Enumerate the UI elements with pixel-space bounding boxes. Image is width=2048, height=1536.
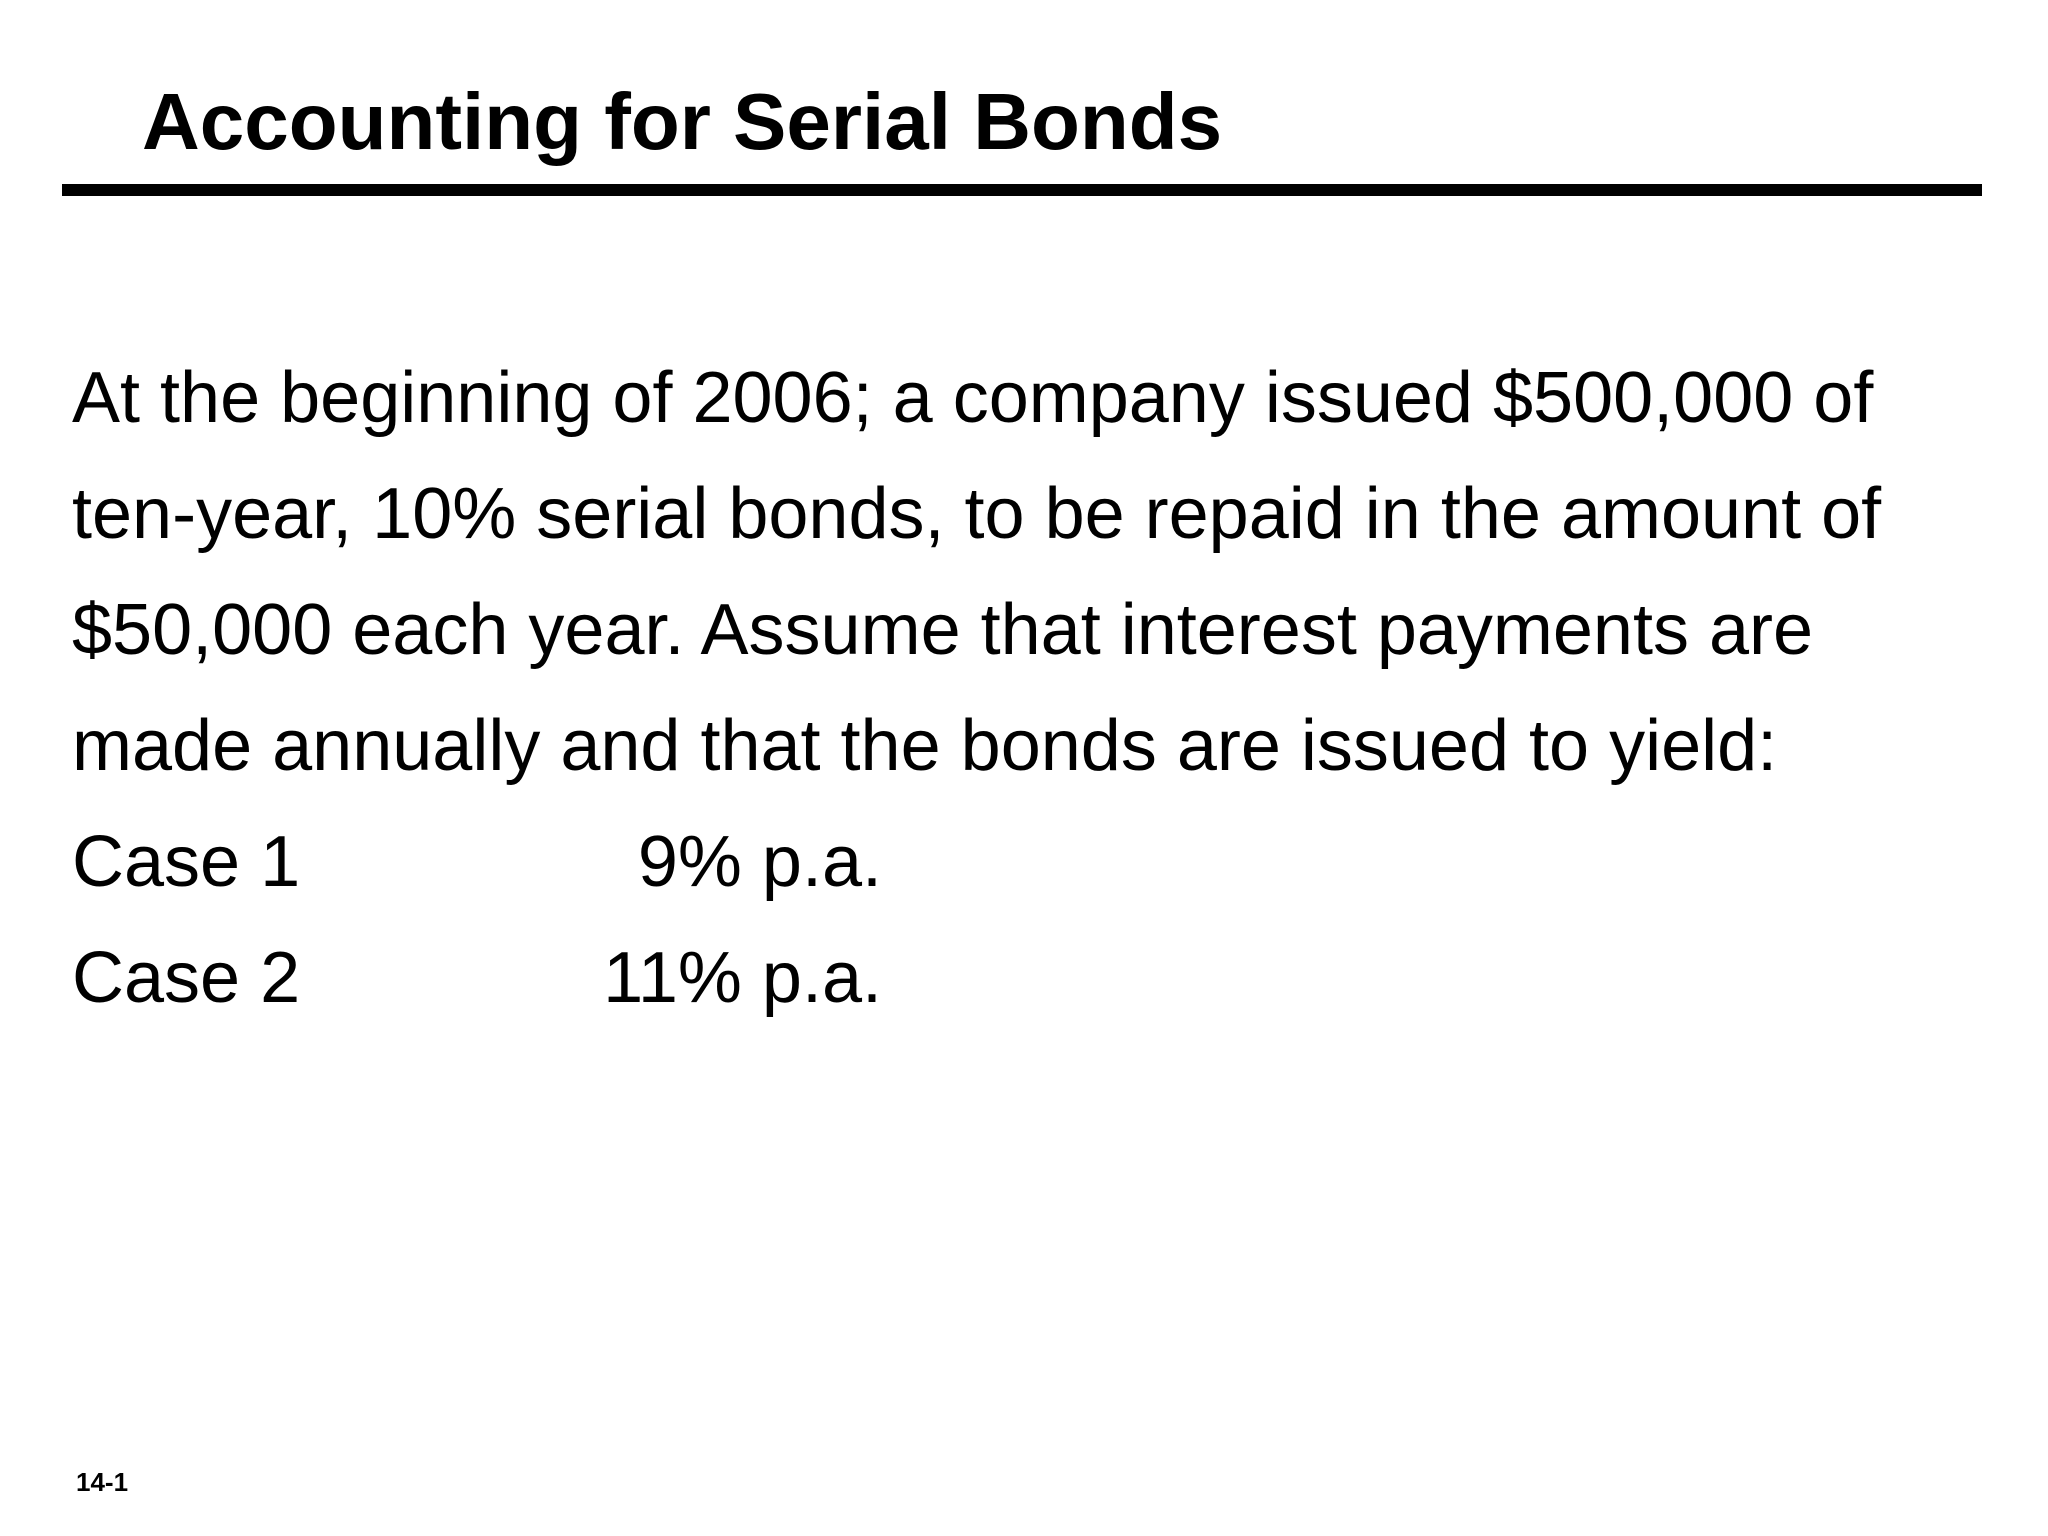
- case-1-label: Case 1: [72, 822, 301, 902]
- slide-number: 14-1: [76, 1467, 129, 1497]
- problem-line-2: ten-year, 10% serial bonds, to be repaid in the amount of: [72, 474, 1882, 554]
- case-1-rate: 9% p.a.: [637, 822, 882, 902]
- title-underline: [62, 184, 1982, 196]
- case-2-label: Case 2: [72, 938, 301, 1018]
- problem-line-3: $50,000 each year. Assume that interest payments are: [72, 590, 1814, 670]
- slide-title: Accounting for Serial Bonds: [142, 77, 1223, 166]
- case-2-rate: 11% p.a.: [603, 938, 882, 1018]
- problem-line-4: made annually and that the bonds are issued to yield:: [72, 706, 1778, 786]
- problem-statement: [72, 340, 1992, 804]
- problem-line-1: At the beginning of 2006; a company issued $500,000 of: [72, 358, 1874, 438]
- case-row-1: [72, 804, 972, 920]
- case-row-2: [72, 920, 972, 1036]
